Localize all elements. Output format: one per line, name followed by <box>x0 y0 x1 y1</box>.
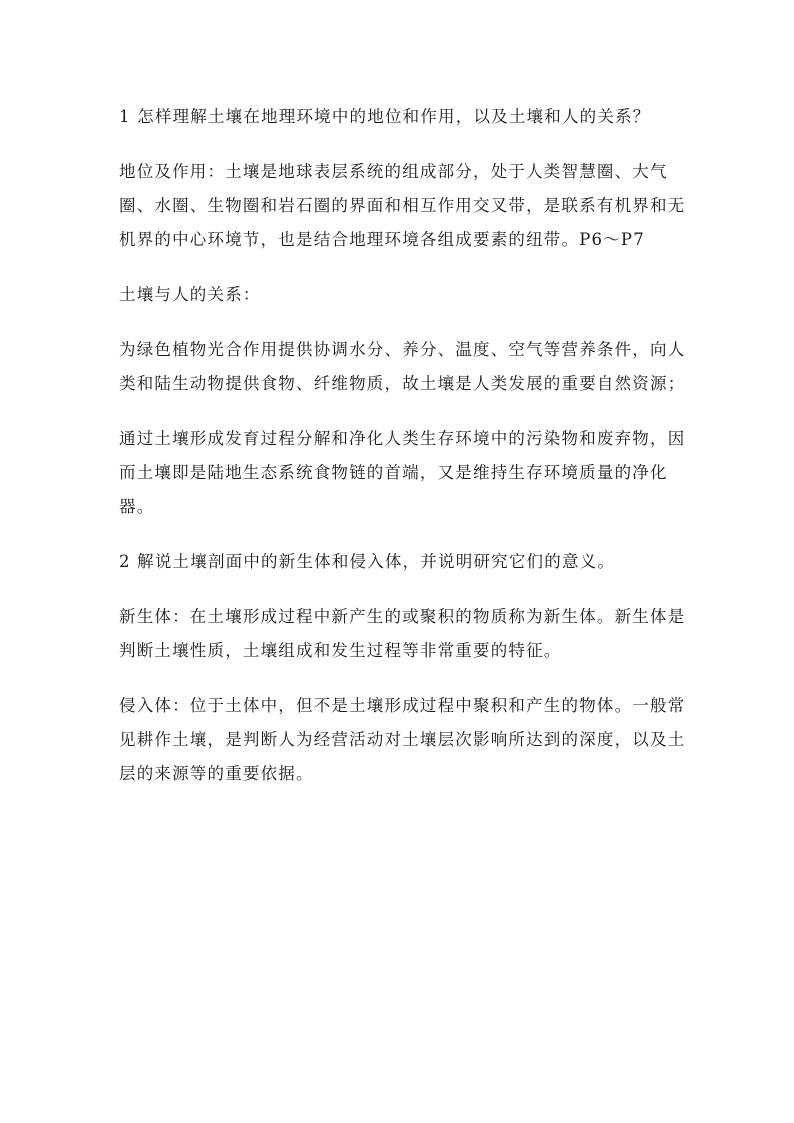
answer-1-position-role: 地位及作用：土壤是地球表层系统的组成部分，处于人类智慧圈、大气圈、水圈、生物圈和岩石圈的界面和相互作用交叉带，是联系有机界和无机界的中心环境节，也是结合地理环境各组成要素的纽带。P6～P7 <box>119 162 686 249</box>
question-2-heading: 2 解说土壤剖面中的新生体和侵入体，并说明研究它们的意义。 <box>119 552 616 571</box>
answer-2-new-formation: 新生体：在土壤形成过程中新产生的或聚积的物质称为新生体。新生体是判断土壤性质，土壤组成和发生过程等非常重要的特征。 <box>119 607 686 660</box>
document-body <box>119 100 691 812</box>
question-1-heading: 1 怎样理解土壤在地理环境中的地位和作用，以及土壤和人的关系？ <box>119 107 651 126</box>
answer-2-intrusion: 侵入体：位于土体中，但不是土壤形成过程中聚积和产生的物体。一般常见耕作土壤，是判断人为经营活动对土壤层次影响所达到的深度，以及土层的来源等的重要依据。 <box>119 696 686 783</box>
answer-1-relation-point-1: 为绿色植物光合作用提供协调水分、养分、温度、空气等营养条件，向人类和陆生动物提供食物、纤维物质，故土壤是人类发展的重要自然资源； <box>119 340 686 393</box>
answer-1-relation-heading: 土壤与人的关系： <box>119 285 261 304</box>
answer-1-relation-point-2: 通过土壤形成发育过程分解和净化人类生存环境中的污染物和废弃物，因而土壤即是陆地生态系统食物链的首端，又是维持生存环境质量的净化器。 <box>119 429 686 516</box>
